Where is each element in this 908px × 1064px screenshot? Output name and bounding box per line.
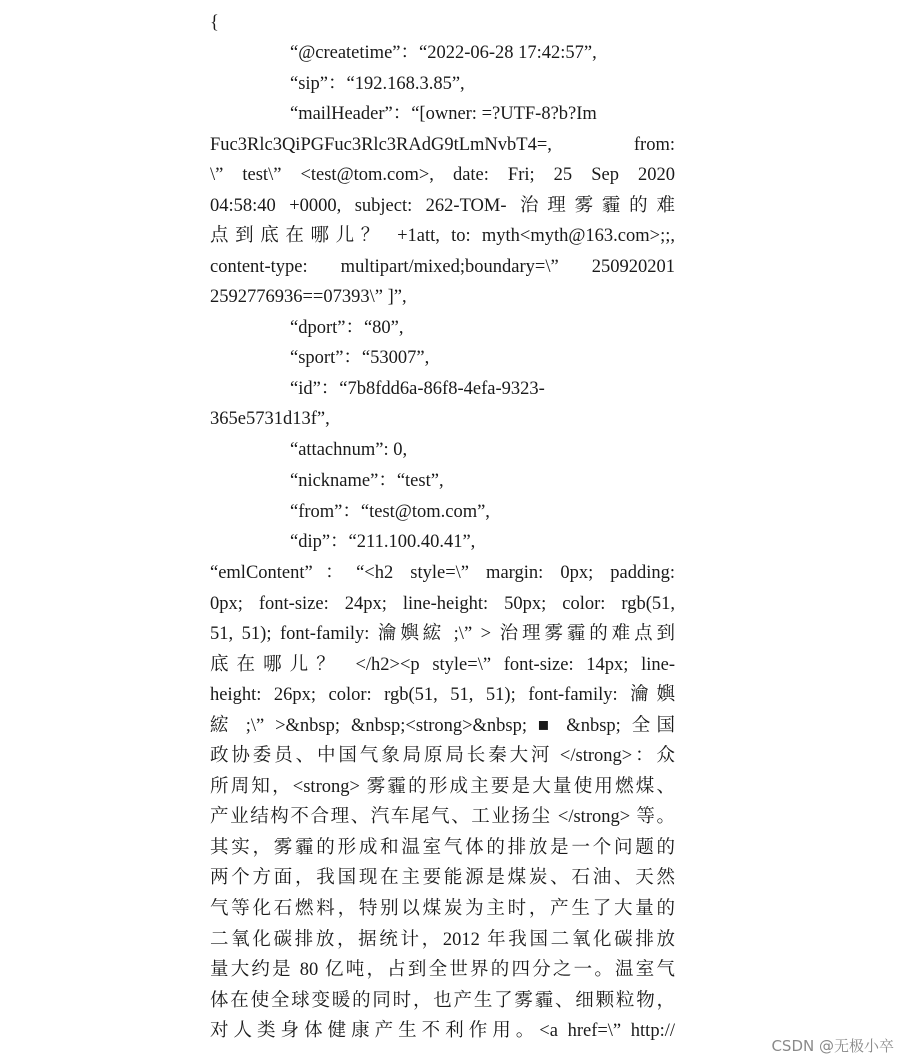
text-line-3: “sip”：“192.168.3.85”,	[290, 74, 465, 94]
text-line-25: 政协委员、中国气象局原局长秦大河 </strong>：众	[210, 746, 675, 766]
text-line-12: “sport”：“53007”,	[290, 348, 430, 368]
text-line-18: “dip”：“211.100.40.41”,	[290, 532, 476, 552]
text-line-34: 对人类身体健康产生不利作用。<a href=\” http://	[210, 1021, 675, 1041]
text-line-7: 04:58:40 +0000, subject: 262-TOM- 治理雾霾的难	[210, 196, 675, 216]
text-line-15: “attachnum”: 0,	[290, 440, 408, 460]
csdn-watermark: CSDN @无极小卒	[771, 1037, 894, 1055]
text-line-5: Fuc3Rlc3QiPGFuc3Rlc3RAdG9tLmNvbT4=, from:	[210, 135, 675, 155]
text-line-16: “nickname”：“test”,	[290, 471, 444, 491]
text-line-13: “id”：“7b8fdd6a-86f8-4efa-9323-	[290, 379, 545, 399]
text-line-21: 51, 51); font-family: 瀹嬩綋 ;\” > 治理雾霾的难点到	[210, 624, 675, 644]
text-line-2: “@createtime”：“2022-06-28 17:42:57”,	[290, 43, 597, 63]
text-line-33: 体在使全球变暖的同时，也产生了雾霾、细颗粒物，	[210, 991, 675, 1011]
text-line-9: content-type: multipart/mixed;boundary=\” 250920201	[210, 257, 675, 277]
text-line-19: “emlContent”：“<h2 style=\” margin: 0px; padding:	[210, 563, 675, 583]
text-line-29: 两个方面，我国现在主要能源是煤炭、石油、天然	[210, 868, 675, 888]
text-line-20: 0px; font-size: 24px; line-height: 50px; color: rgb(51,	[210, 594, 675, 614]
text-line-26: 所周知，<strong> 雾霾的形成主要是大量使用燃煤、	[210, 777, 675, 797]
text-line-32: 量大约是 80 亿吨，占到全世界的四分之一。温室气	[210, 960, 675, 980]
text-line-28: 其实，雾霾的形成和温室气体的排放是一个问题的	[210, 838, 675, 858]
text-line-31: 二氧化碳排放，据统计，2012 年我国二氧化碳排放	[210, 930, 675, 950]
text-line-14: 365e5731d13f”,	[210, 409, 330, 429]
text-line-24: 綋 ;\” >&nbsp; &nbsp;<strong>&nbsp; ■ &nbsp; 全国	[210, 716, 675, 736]
text-line-17: “from”：“test@tom.com”,	[290, 502, 490, 522]
text-line-8: 点到底在哪儿？ +1att, to: myth<myth@163.com>;;,	[210, 226, 675, 246]
text-line-30: 气等化石燃料，特别以煤炭为主时，产生了大量的	[210, 899, 675, 919]
text-line-4: “mailHeader”：“[owner: =?UTF-8?b?Im	[290, 104, 597, 124]
text-line-23: height: 26px; color: rgb(51, 51, 51); font-family: 瀹嬩	[210, 685, 675, 705]
text-line-22: 底在哪儿？ </h2><p style=\” font-size: 14px; line-	[210, 655, 675, 675]
text-line-11: “dport”：“80”,	[290, 318, 404, 338]
text-line-27: 产业结构不合理、汽车尾气、工业扬尘 </strong> 等。	[210, 807, 675, 827]
text-line-10: 2592776936==07393\” ]”,	[210, 287, 407, 307]
text-line-6: \” test\” <test@tom.com>, date: Fri; 25 Sep 2020	[210, 165, 675, 185]
text-line-1: {	[210, 13, 219, 33]
